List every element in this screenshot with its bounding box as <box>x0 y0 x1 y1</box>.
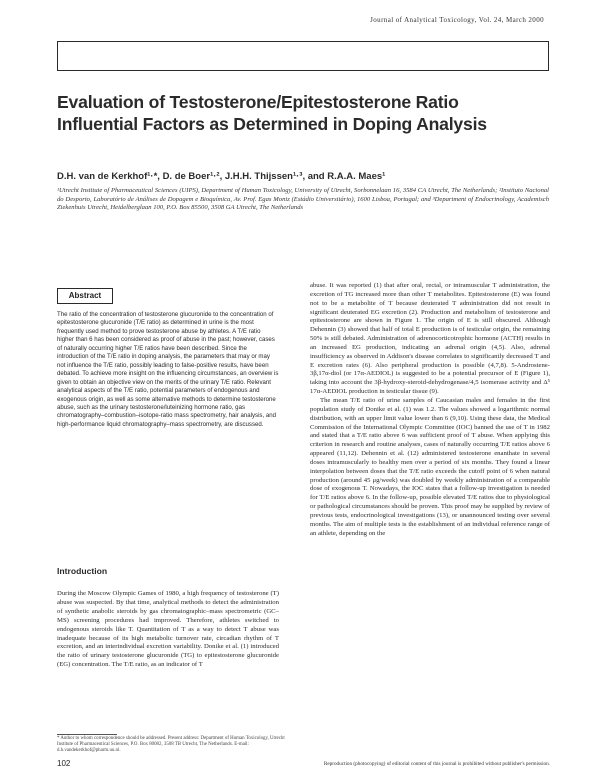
title-line-2: Influential Factors as Determined in Doping Analysis <box>57 114 487 134</box>
body-paragraph: The mean T/E ratio of urine samples of Caucasian males and females in the first population study of Donike et al. (1) was 1.2. The values showed a logarithmic normal distribution, with an upper limit value lower than 6 (9,10). Using these data, the Medical Commission of the International Olympic Committee (IOC) banned the use of T in 1982 and stated that a T/E ratio above 6 was sufficient proof of T abuse. When applying this criterion in research and routine analyses, cases of naturally occurring T/E ratios above 6 appeared (11,12). Dehennin et al. (12) administered testosterone enanthate in several doses intramuscularly to healthy men over a period of six months. They found a linear interpolation between doses that the T/E ratio exceeds the cutoff point of 6 when natural production (around 45 μg/week) was doubled by weekly administration of a comparable dose of exogenous T. Nowadays, the IOC states that a follow-up investigation is needed for T/E ratios above 6. In the follow-up, possible elevated T/E ratios due to physiological or pathological circumstances should be proven. This proof may be supplied by review of previous tests, endocrinological investigations (13), or unannounced testing over several months. The aim of multiple tests is the establishment of an individual reference range of an athlete, depending on the <box>310 396 550 537</box>
footnote-divider <box>57 734 117 735</box>
abstract-label: Abstract <box>57 288 113 304</box>
body-paragraph: abuse. It was reported (1) that after oral, rectal, or intramuscular T administration, the excretion of TG increased more than other T metabolites. Epitestosterone (E) was found not to be a metabolite of T because deuterated T administration did not result in significant deuterated EG excretion (2). Production and metabolism of testosterone and epitestosterone are shown in Figure 1. The origin of E is still obscured. Although Dehennin (3) showed that half of total E production is of testicular origin, the remaining 50% is still debated. Administration of adrenocorticotrophic hormone (ACTH) results in an increased EG production, indicating an adrenal origin (4,5). Also, adrenal insufficiency as observed in Addison's disease correlates to significantly decreased T and E excretion rates (6). Also peripheral production is possible (4,7,8). 5-Androstene-3β,17α-diol (or 17α-AEDIOL) is suggested to be a potential precursor of E (Figure 1), taking into account the 3β-hydroxy-steroid-dehydrogenase/4,5 isomerase activity and Δ⁵ 17α-AEDIOL production in testicular tissue (9). <box>310 282 550 396</box>
page-number: 102 <box>57 759 71 768</box>
title-line-1: Evaluation of Testosterone/Epitestosterone Ratio <box>57 92 459 112</box>
introduction-text: During the Moscow Olympic Games of 1980, a high frequency of testosterone (T) abuse was suspected. By that time, analytical methods to detect the administration of synthetic anabolic steroids by gas chromatographic–mass spectrometric (GC–MS) screening procedures had improved. Therefore, athletes switched to endogenous steroids like T. Quantitation of T as a way to detect T abuse was inadequate because of its high metabolic turnover rate, circadian rhythm of T excretion, and an interindividual excretion variability. Donike et al. (1) introduced the ratio of urinary testosterone glucuronide (TG) to epitestosterone glucuronide (EG) concentration. The T/E ratio, as an indicator of T <box>57 590 279 669</box>
affiliations: ¹Utrecht Institute of Pharmaceutical Sciences (UIPS), Department of Human Toxicology, University of Utrecht, Sorbonnelaan 16, 3584 CA Utrecht, The Netherlands; ²Instituto Nacional do Desporto, Laboratório de Análises de Dopagem e Bioquímica, Av. Prof. Egas Moniz (Estádio Universitário), 1600 Lisboa, Portugal; and ³Department of Endocrinology, Academisch Ziekenhuis Utrecht, Heidelberglaan 100, P.O. Box 85500, 3508 GA Utrecht, The Netherlands <box>57 187 549 212</box>
abstract-text: The ratio of the concentration of testosterone glucuronide to the concentration of epitestosterone glucuronide (T/E ratio) as determined in urine is the most frequently used method to prove testosterone abuse by athletes. A T/E ratio higher than 6 has been considered as proof of abuse in the past; however, cases of naturally occurring higher T/E ratios have been described. Since the introduction of the T/E ratio in doping analysis, the parameters that may or may not influence the T/E ratio, possibly leading to false-positive results, have been debated. To achieve more insight on the influencing circumstances, an overview is given to obtain an objective view on the merits of the urinary T/E ratio. Relevant analytical aspects of the T/E ratio, potential parameters of endogenous and exogenous origin, as well as some alternative methods to determine testosterone abuse, such as the urinary testosterone/luteinizing hormone ratio, gas chromatography–combustion–isotope-ratio mass spectrometry, hair analysis, and high-performance liquid chromatography–mass spectrometry, are discussed. <box>57 311 279 428</box>
right-column <box>310 282 550 538</box>
introduction-heading: Introduction <box>57 566 108 576</box>
header-rule-box <box>57 41 549 71</box>
reprint-notice: Reproduction (photocopying) of editorial content of this journal is prohibited without publisher's permission. <box>323 761 550 767</box>
article-title <box>57 91 537 135</box>
correspondence-footnote: * Author to whom correspondence should be addressed. Present address: Department of Human Toxicology, Utrecht Institute of Pharmaceutical Sciences, P.O. Box 80082, 3508 TB Utrecht, The Netherlands. E-mail: d.h.vandekerkhof@pharm.uu.nl. <box>57 736 285 754</box>
journal-header: Journal of Analytical Toxicology, Vol. 24, March 2000 <box>370 16 544 24</box>
author-list: D.H. van de Kerkhof¹·*, D. de Boer¹·², J.H.H. Thijssen¹·³, and R.A.A. Maes¹ <box>57 171 386 182</box>
